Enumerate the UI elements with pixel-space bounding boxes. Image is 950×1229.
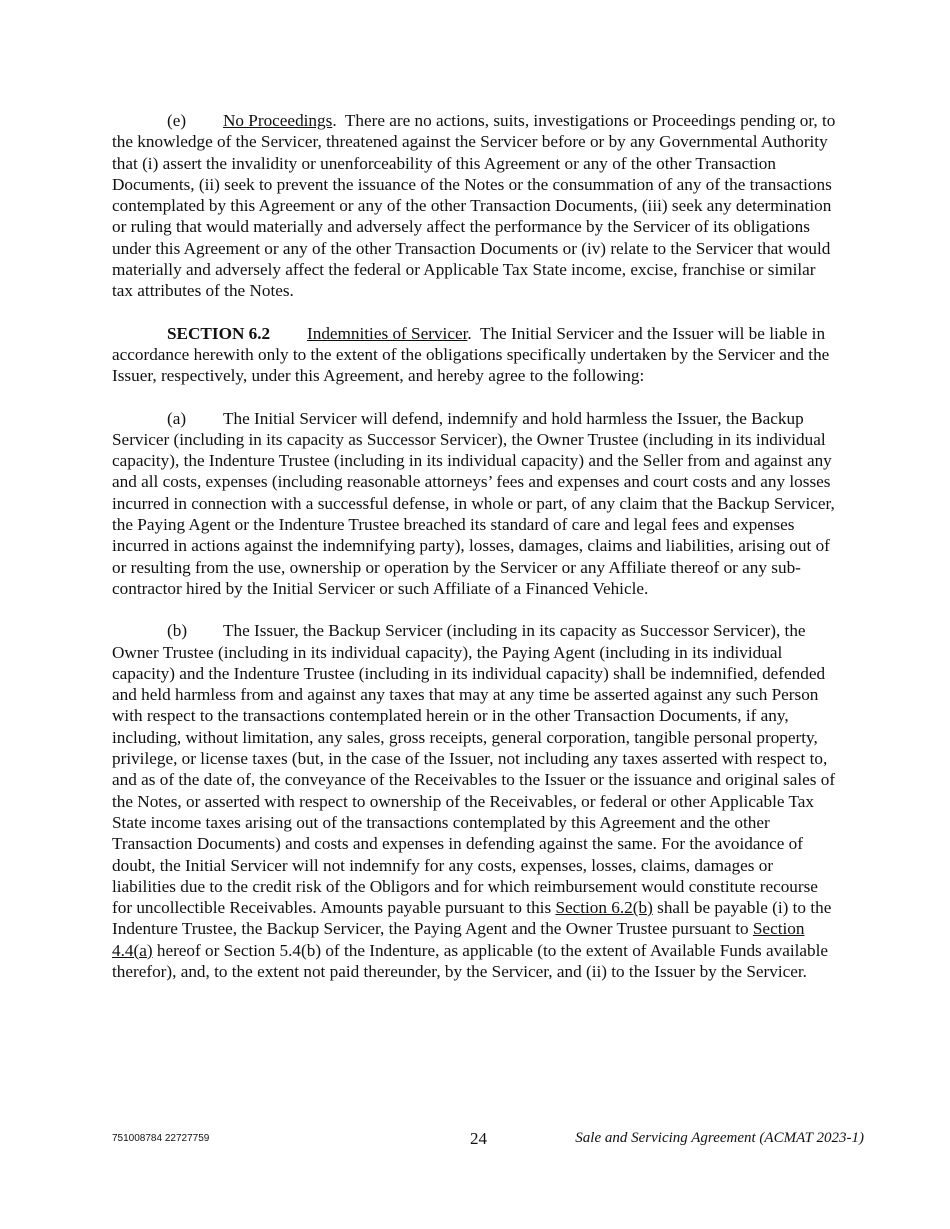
paragraph-text-part-2: shall be payable (i) to the Indenture Trustee, the Backup Servicer, the Paying Agent and the Owner Trustee pursuant to <box>112 898 832 939</box>
paragraph-number: (a) <box>167 408 187 428</box>
page-number: 24 <box>470 1129 487 1148</box>
page-footer <box>112 1129 864 1153</box>
paragraph-text-part-1: The Issuer, the Backup Servicer (including in its capacity as Successor Servicer), the Owner Trustee (including in its individual capacity), the Paying Agent (including in its individual capacity) and the Indenture Trustee (including in its individual capacity) shall be indemnified, defended and held harmless from and against any taxes that may at any time be asserted against any such Person with respect to the transactions contemplated herein or in the other Transaction Documents, if any, including, without limitation, any sales, gross receipts, general corporation, tangible personal property, privilege, or license taxes (but, in the case of the Issuer, not including any taxes asserted with respect to, and as of the date of, the conveyance of the Receivables to the Issuer or the issuance and original sales of the Notes, or asserted with respect to ownership of the Receivables, or federal or other Applicable Tax State income taxes arising out of the transactions contemplated by this Agreement and the other Transaction Documents) and costs and expenses in defending against the same. For the avoidance of doubt, the Initial Servicer will not indemnify for any costs, expenses, losses, claims, damages or liabilities due to the credit risk of the Obligors and for which reimbursement would constitute recourse for uncollectible Receivables. Amounts payable pursuant to this <box>112 621 836 918</box>
paragraph-heading: No Proceedings <box>223 111 333 130</box>
paragraph-number: (e) <box>167 111 187 130</box>
section-6-2: SECTION 6.2 Indemnities of Servicer. The Initial Servicer and the Issuer will be liable in accordance herewith only to the extent of the obligations specifically undertaken by the Servicer and the Issuer, respectively, under this Agreement, and hereby agree to the following: <box>112 323 830 386</box>
section-text: The Initial Servicer and the Issuer will be liable in accordance herewith only to the extent of the obligations specifically undertaken by the Servicer and the Issuer, respectively, under this Agreement, and hereby agree to the following: <box>112 323 830 386</box>
paragraph-text-part-3: hereof or Section 5.4(b) of the Indenture, as applicable (to the extent of Available Funds available therefor), and, to the extent not paid thereunder, by the Servicer, and (ii) to the Issuer by the Servicer. <box>112 940 829 981</box>
document-id: 751008784 22727759 <box>112 1133 210 1144</box>
section-heading: Indemnities of Servicer <box>307 323 468 343</box>
document-body <box>112 110 838 1003</box>
paragraph-e-no-proceedings: (e) No Proceedings. There are no actions, suits, investigations or Proceedings pending or, to the knowledge of the Servicer, threatened against the Servicer before or by any Governmental Authority that (i) assert the invalidity or unenforceability of this Agreement or any of the other Transaction Documents, (ii) seek to prevent the issuance of the Notes or the consummation of any of the transactions contemplated by this Agreement or any of the other Transaction Documents, (iii) seek any determination or ruling that would materially and adversely affect the performance by the Servicer of its obligations under this Agreement or any of the other Transaction Documents or (iv) relate to the Servicer that would materially and adversely affect the federal or Applicable Tax State income, excise, franchise or similar tax attributes of the Notes. <box>112 111 836 301</box>
paragraph-b-taxes <box>112 620 838 982</box>
cross-reference-section-6-2-b: Section 6.2(b) <box>555 898 653 918</box>
paragraph-text: The Initial Servicer will defend, indemnify and hold harmless the Issuer, the Backup Servicer (including in its capacity as Successor Servicer), the Owner Trustee (including in its individual capacity), the Indenture Trustee (including in its individual capacity) and the Seller from and against any and all costs, expenses (including reasonable attorneys’ fees and expenses and court costs and any losses incurred in connection with a successful defense, in whole or part, of any claim that the Backup Servicer, the Paying Agent or the Indenture Trustee breached its standard of care and legal fees and expenses incurred in actions against the indemnifying party), losses, damages, claims and liabilities, arising out of or resulting from the use, ownership or operation by the Servicer or any Affiliate thereof or any sub-contractor hired by the Initial Servicer or such Affiliate of a Financed Vehicle. <box>112 408 835 598</box>
agreement-title: Sale and Servicing Agreement (ACMAT 2023-1) <box>575 1130 864 1146</box>
paragraph-number: (b) <box>167 621 188 641</box>
section-label: SECTION 6.2 <box>167 323 271 343</box>
paragraph-a-indemnity <box>112 408 838 600</box>
paragraph-text: There are no actions, suits, investigations or Proceedings pending or, to the knowledge of the Servicer, threatened against the Servicer before or by any Governmental Authority that (i) assert the invalidity or unenforceability of this Agreement or any of the other Transaction Documents, (ii) seek to prevent the issuance of the Notes or the consummation of any of the transactions contemplated by this Agreement or any of the other Transaction Documents, (iii) seek any determination or ruling that would materially and adversely affect the performance by the Servicer of its obligations under this Agreement or any of the other Transaction Documents or (iv) relate to the Servicer that would materially and adversely affect the federal or Applicable Tax State income, excise, franchise or similar tax attributes of the Notes. <box>112 111 836 301</box>
cross-reference-section-4-4-a: Section 4.4(a) <box>112 919 805 960</box>
